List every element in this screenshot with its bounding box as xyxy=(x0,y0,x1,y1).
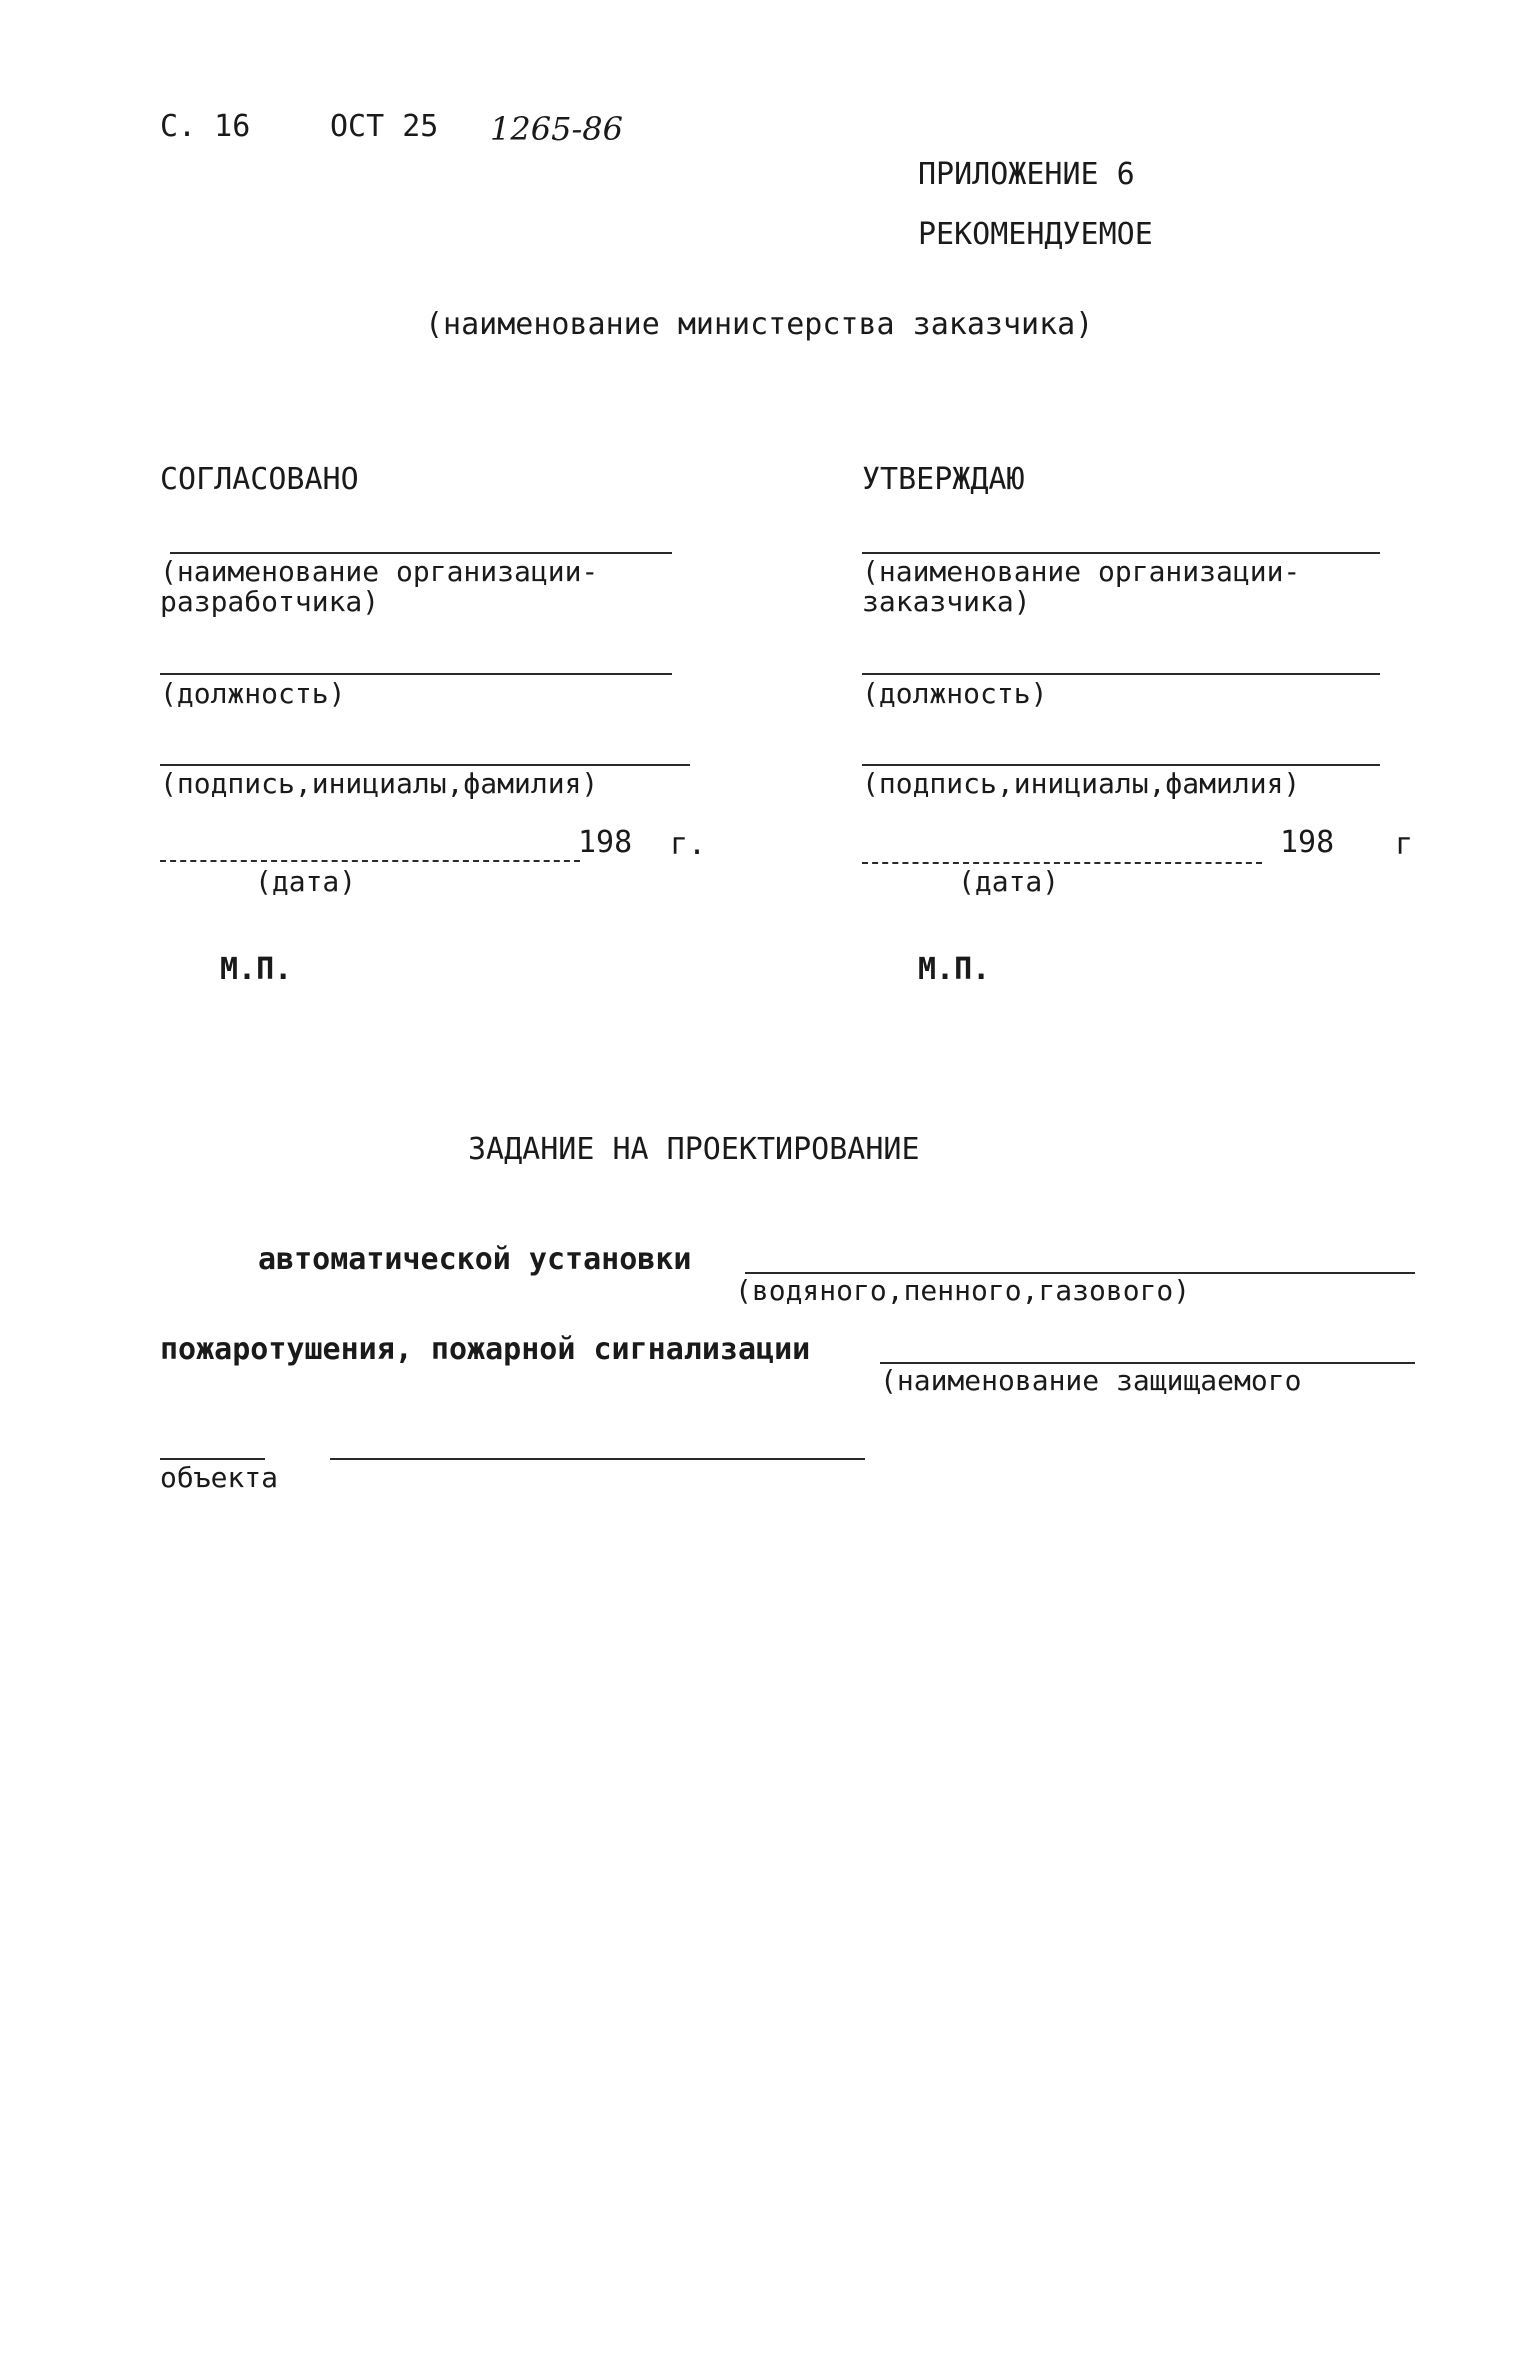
appendix-status: РЕКОМЕНДУЕМОЕ xyxy=(918,217,1153,252)
right-signature-line xyxy=(862,764,1380,766)
left-year-suffix: г. xyxy=(670,827,707,862)
task-line3-caption: объекта xyxy=(160,1461,279,1494)
right-seal: М.П. xyxy=(918,952,991,987)
task-line3-rule xyxy=(330,1458,865,1460)
standard-number-handwritten: 1265-86 xyxy=(490,110,623,148)
left-org-caption-1: (наименование организации- xyxy=(160,555,599,588)
task-line2-caption: (наименование защищаемого xyxy=(880,1364,1302,1397)
left-position-line xyxy=(160,673,672,675)
ministry-caption: (наименование министерства заказчика) xyxy=(425,307,1094,342)
page-number: С. 16 xyxy=(160,109,251,144)
left-signature-caption: (подпись,инициалы,фамилия) xyxy=(160,767,599,800)
task-line1-text: автоматической установки xyxy=(258,1242,692,1277)
standard-code: ОСТ 25 xyxy=(330,109,439,144)
left-position-caption: (должность) xyxy=(160,677,346,710)
left-seal: М.П. xyxy=(220,952,293,987)
right-date-line xyxy=(862,862,1262,864)
task-title: ЗАДАНИЕ НА ПРОЕКТИРОВАНИЕ xyxy=(468,1132,920,1167)
left-org-line xyxy=(170,552,672,554)
task-line3-rule-short xyxy=(160,1458,265,1460)
right-heading: УТВЕРЖДАЮ xyxy=(862,462,1025,497)
right-position-line xyxy=(862,673,1380,675)
left-org-caption-2: разработчика) xyxy=(160,585,380,618)
right-position-caption: (должность) xyxy=(862,677,1048,710)
left-date-line xyxy=(160,860,580,862)
left-year: 198 xyxy=(578,825,633,860)
left-signature-line xyxy=(160,764,690,766)
task-line1-caption: (водяного,пенного,газового) xyxy=(735,1274,1191,1307)
left-date-caption: (дата) xyxy=(255,865,357,898)
appendix-title: ПРИЛОЖЕНИЕ 6 xyxy=(918,157,1135,192)
right-org-caption-2: заказчика) xyxy=(862,585,1031,618)
task-line2-text: пожаротушения, пожарной сигнализации xyxy=(160,1332,811,1367)
right-org-line xyxy=(862,552,1380,554)
right-year-suffix: г xyxy=(1395,827,1414,862)
right-year: 198 xyxy=(1280,825,1335,860)
left-heading: СОГЛАСОВАНО xyxy=(160,462,359,497)
right-date-caption: (дата) xyxy=(958,865,1060,898)
right-org-caption-1: (наименование организации- xyxy=(862,555,1301,588)
right-signature-caption: (подпись,инициалы,фамилия) xyxy=(862,767,1301,800)
